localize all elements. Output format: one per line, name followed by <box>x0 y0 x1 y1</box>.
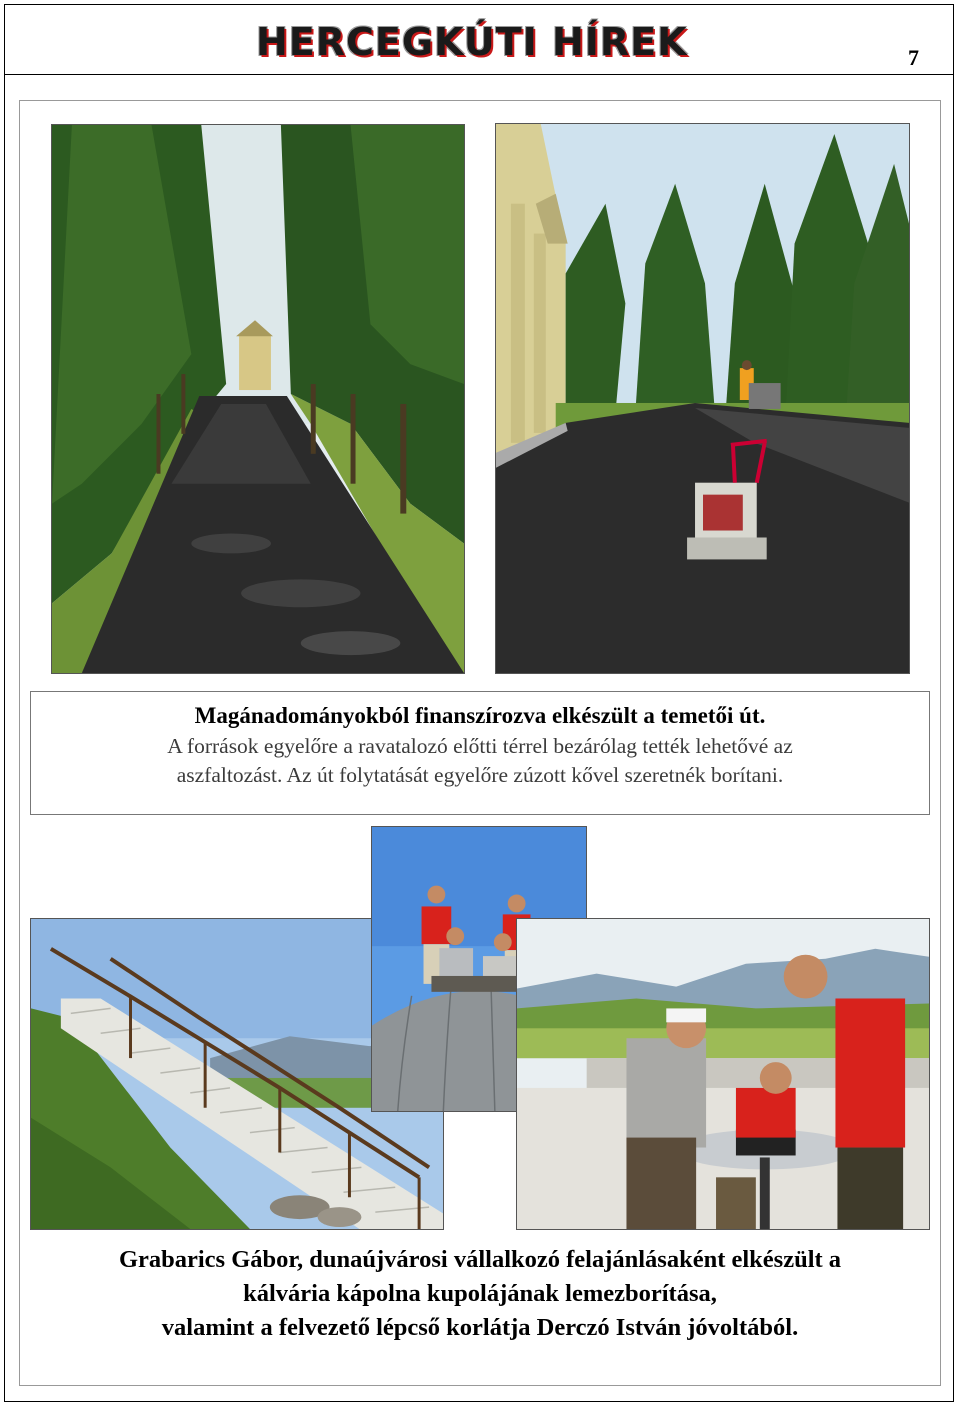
photo-cemetery-road <box>51 124 465 674</box>
top-caption-line-2: aszfaltozást. Az út folytatását egyelőre zúzott kővel szeretnék borítani. <box>176 763 784 787</box>
bottom-caption-line-1: Grabarics Gábor, dunaújvárosi vállalkozó felajánlásaként elkészült a <box>118 1246 842 1273</box>
photo-asphalt-compactor <box>495 123 910 674</box>
photo-workers-at-table <box>516 918 930 1230</box>
top-caption-box <box>30 691 930 815</box>
top-caption-line-1: A források egyelőre a ravatalozó előtti térrel bezárólag tették lehetővé az <box>167 734 793 758</box>
bottom-caption <box>30 1243 930 1345</box>
header-rule <box>4 74 954 75</box>
page-number: 7 <box>908 45 919 70</box>
masthead: HERCEGKÚTI HÍREK <box>256 20 688 64</box>
top-caption-title: Magánadományokból finanszírozva elkészült a temetői út. <box>194 703 766 728</box>
bottom-caption-line-2: kálvária kápolna kupolájának lemezborítása, <box>243 1280 717 1307</box>
bottom-caption-line-3: valamint a felvezető lépcső korlátja Derczó István jóvoltából. <box>161 1314 799 1341</box>
